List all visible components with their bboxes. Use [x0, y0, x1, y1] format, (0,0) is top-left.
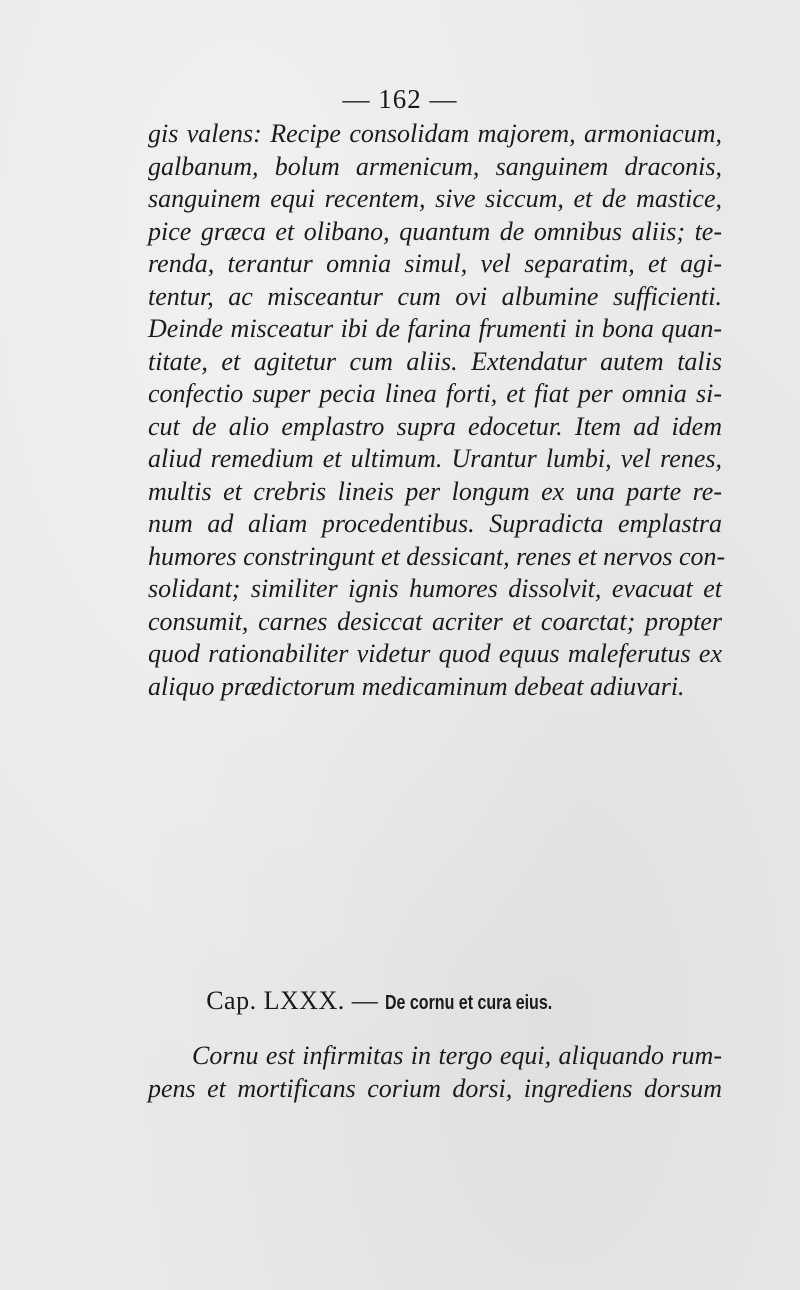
text-line: gis valens: Recipe consolidam majorem, armoniacum,	[148, 119, 722, 148]
text-line: quod rationabiliter videtur quod equus maleferutus ex	[148, 639, 722, 668]
text-line: galbanum, bolum armenicum, sanguinem draconis,	[148, 151, 722, 181]
text-line: aliquo prædictorum medicaminum debeat adiuvari.	[148, 671, 685, 701]
text-line: tentur, ac misceantur cum ovi albumine sufficienti.	[148, 281, 722, 311]
text-line: pens et mortificans corium dorsi, ingrediens dorsum	[148, 1073, 722, 1103]
text-line: solidant; similiter ignis humores dissolvit, evacuat et	[148, 574, 722, 603]
text-line: Deinde misceatur ibi de farina frumenti in bona quan-	[148, 314, 722, 343]
text-line: Cornu est infirmitas in tergo equi, aliquando rum-	[192, 1041, 722, 1070]
text-line: consumit, carnes desiccat acriter et coarctat; propter	[148, 606, 722, 636]
text-line: confectio super pecia linea forti, et fiat per omnia si-	[148, 379, 722, 408]
text-line: num ad aliam procedentibus. Supradicta emplastra	[148, 509, 722, 538]
text-line: aliud remedium et ultimum. Urantur lumbi, vel renes,	[148, 444, 722, 473]
paragraph-2	[148, 1040, 722, 1105]
text-line: sanguinem equi recentem, sive siccum, et de mastice,	[148, 184, 722, 213]
chapter-title: De cornu et cura eius.	[384, 992, 552, 1014]
chapter-number: Cap. LXXX. —	[206, 986, 379, 1015]
text-line: humores constringunt et dessicant, renes et nervos con-	[148, 541, 726, 571]
text-line: pice græca et olibano, quantum de omnibus aliis; te-	[148, 216, 722, 246]
chapter-heading	[0, 986, 800, 1016]
text-line: multis et crebris lineis per longum ex una parte re-	[148, 476, 722, 506]
text-line: renda, terantur omnia simul, vel separatim, et agi-	[148, 249, 722, 278]
text-line: titate, et agitetur cum aliis. Extendatur autem talis	[148, 346, 722, 376]
text-line: cut de alio emplastro supra edocetur. Item ad idem	[148, 411, 722, 441]
paragraph-1	[148, 118, 726, 703]
page-number: — 162 —	[342, 84, 458, 114]
